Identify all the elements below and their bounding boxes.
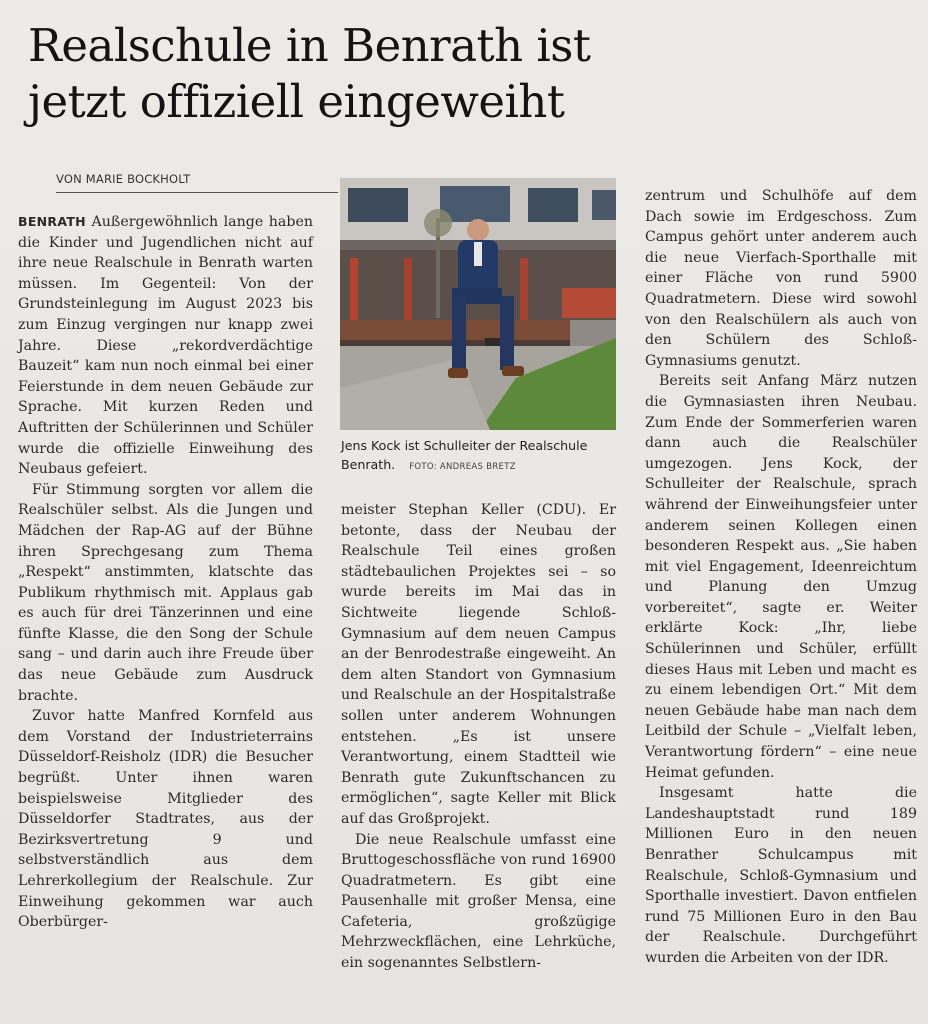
school-building-photo — [340, 178, 616, 430]
paragraph — [18, 212, 313, 480]
paragraph: Die neue Realschule umfasst eine Bruttogeschossfläche von rund 16900 Quadratmetern. Es gibt eine Pausenhalle mit großer Mensa, eine Cafeteria, großzügige Mehrzweckflächen, eine Lehrküche, ein sogenanntes Selbstlern- — [341, 831, 616, 972]
paragraph: Bereits seit Anfang März nutzen die Gymnasiasten ihren Neubau. Zum Ende der Sommerferien waren dann auch die Realschüler umgezogen. Jens Kock, der Schulleiter der Realschule, sprach während der Einweihungsfeier unter anderem seinen Kollegen einen besonderen Respekt aus. „Sie haben mit viel Engagement, Ideenreichtum und Planung den Umzug vorbereitet“, sagte er. Weiter erklärte Kock: „Ihr, liebe Schülerinnen und Schüler, erfüllt dieses Haus mit Leben und macht es zu einem lebendigen Ort.“ Mit dem neuen Gebäude habe man nach dem Leitbild der Schule – „Vielfalt leben, Verantwortung fördern“ – eine neue Heimat gefunden. — [645, 373, 917, 781]
article-column-3 — [645, 186, 917, 969]
paragraph: zentrum und Schulhöfe auf dem Dach sowie im Erdgeschoss. Zum Campus gehört unter anderem auch die neue Vierfach-Sporthalle mit einer Fläche von rund 5900 Quadratmetern. Diese wird sowohl von den Realschülern als auch von den Schülern des Schloß-Gymnasiums genutzt. — [645, 188, 917, 369]
article-column-2 — [341, 500, 616, 974]
article-column-1 — [18, 212, 313, 933]
photo-caption — [341, 436, 621, 477]
article-headline: Realschule in Benrath ist jetzt offiziell eingeweiht — [28, 19, 591, 128]
dateline: BENRATH — [18, 214, 86, 229]
paragraph: Zuvor hatte Manfred Kornfeld aus dem Vorstand der Industrieterrains Düsseldorf-Reisholz (IDR) die Besucher begrüßt. Unter ihnen waren beispielsweise Mitglieder des Düsseldorfer Stadtrates, aus der Bezirksvertretung 9 und selbstverständlich aus dem Lehrerkollegium der Realschule. Zur Einweihung gekommen war auch Oberbürger- — [18, 708, 313, 931]
photo-credit: FOTO: ANDREAS BRETZ — [409, 462, 516, 472]
article-byline: VON MARIE BOCKHOLT — [56, 172, 338, 193]
paragraph: Insgesamt hatte die Landeshauptstadt rund 189 Millionen Euro in den neuen Benrather Schulcampus mit Realschule, Schloß-Gymnasium und Sporthalle investiert. Davon entfielen rund 75 Millionen Euro in den Bau der Realschule. Durchgeführt wurden die Arbeiten von der IDR. — [645, 785, 917, 966]
article-photo — [340, 178, 616, 430]
paragraph: Für Stimmung sorgten vor allem die Realschüler selbst. Als die Jungen und Mädchen der Rap-AG auf der Bühne ihren Sprechgesang zum Thema „Respekt“ anstimmten, klatschte das Publikum rhythmisch mit. Applaus gab es auch für drei Tänzerinnen und eine fünfte Klasse, die den Song der Schule sang – und darin auch ihre Freude über das neue Gebäude zum Ausdruck brachte. — [18, 481, 313, 704]
paragraph-text: Außergewöhnlich lange haben die Kinder und Jugendlichen nicht auf ihre neue Realschule in Benrath warten müssen. Im Gegenteil: Von der Grundsteinlegung im August 2023 bis zum Einzug vergingen nur knapp zwei Jahre. Diese „rekordverdächtige Bauzeit“ kam nun noch einmal bei einer Feierstunde in dem neuen Gebäude zur Sprache. Mit kurzen Reden und Auftritten der Schülerinnen und Schüler wurde die offizielle Einweihung des Neubaus gefeiert. — [18, 214, 313, 478]
caption-text: Jens Kock ist Schulleiter der Realschule Benrath. — [341, 438, 588, 472]
paragraph: meister Stephan Keller (CDU). Er betonte, dass der Neubau der Realschule Teil eines großen städtebaulichen Projektes sei – so wurde bereits im Mai das in Sichtweite liegende Schloß-Gymnasium auf dem neuen Campus an der Benrodestraße eingeweiht. An dem alten Standort von Gymnasium und Realschule an der Hospitalstraße sollen unter anderem Wohnungen entstehen. „Es ist unsere Verantwortung, einem Stadtteil wie Benrath gute Zukunftschancen zu ermöglichen“, sagte Keller mit Blick auf das Großprojekt. — [341, 502, 616, 827]
